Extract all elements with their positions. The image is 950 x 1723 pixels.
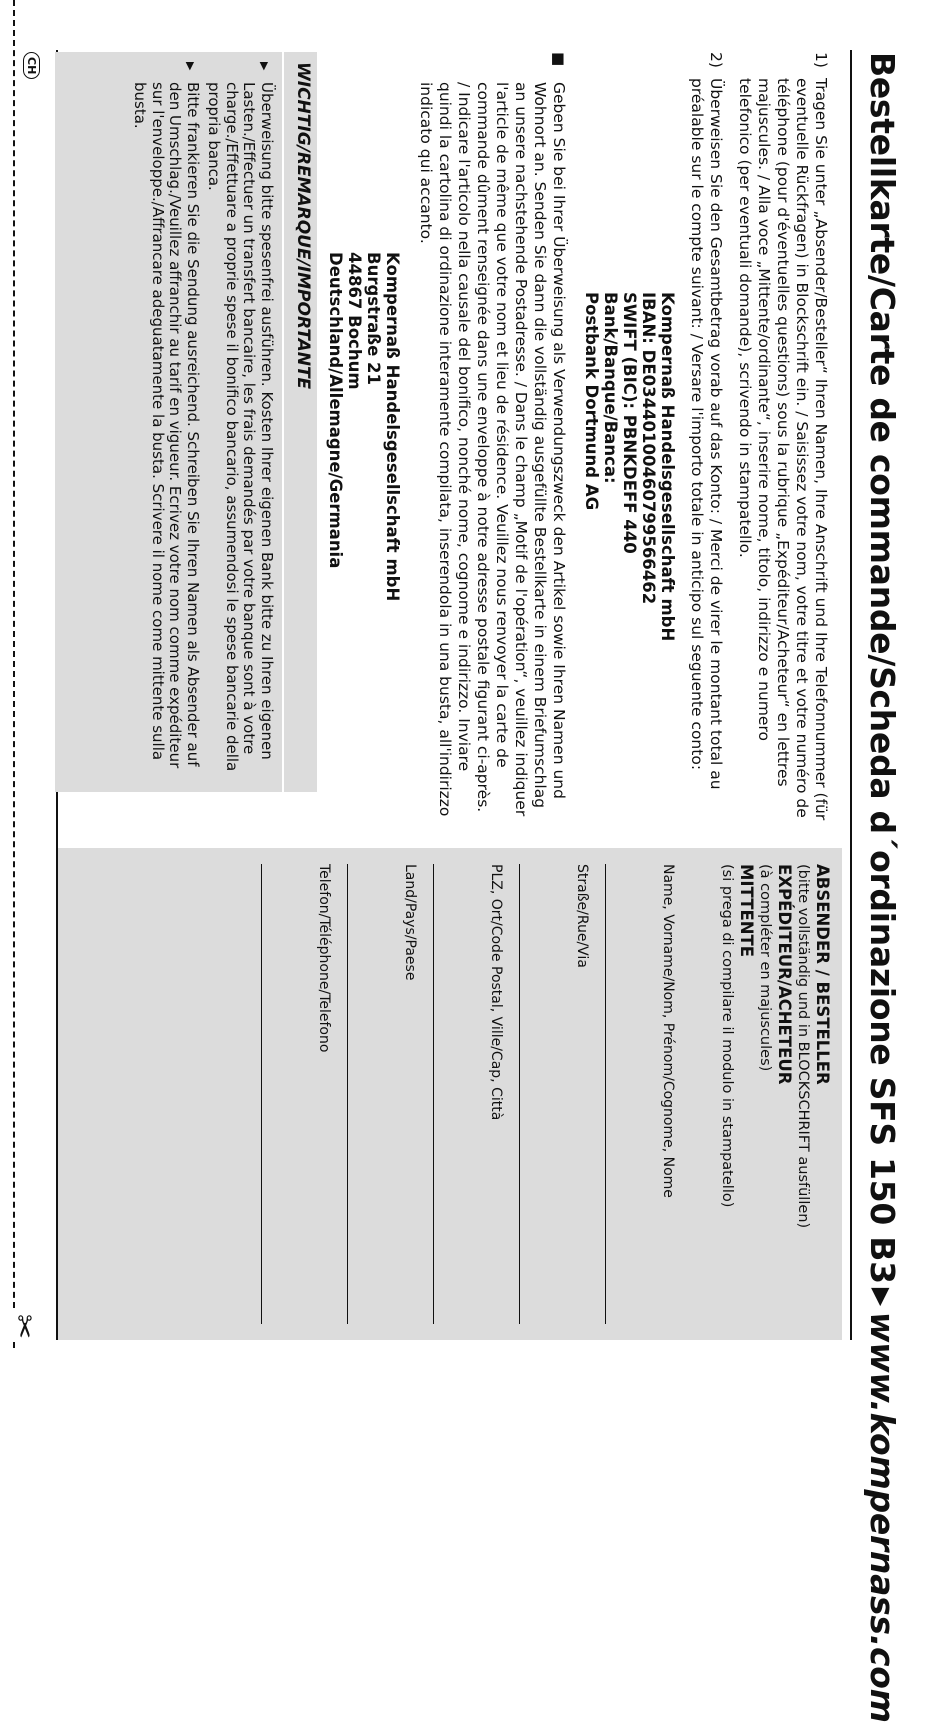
- country-field-line[interactable]: [347, 864, 348, 1324]
- important-box: [55, 52, 317, 792]
- important-item-1-text: Überweisung bitte spesenfrei ausführen. Kosten Ihrer eigenen Bank bitte zu Ihren eigenen Lasten./Effectuer un transfert bancaire, les frais demandés par votre banque sont à votre charge./Effettuare a proprie spese il bonifico bancario, assumendosi le spese bancarie della propria banca.: [205, 82, 276, 772]
- sender-form: [58, 848, 842, 1340]
- triangle-bullet-icon: ▶: [184, 62, 197, 71]
- country-field-label: Land/Pays/Paese: [402, 864, 418, 981]
- instruction-3-text: Geben Sie bei Ihrer Überweisung als Verwendungszweck den Artikel sowie Ihren Namen und Wohnort an. Senden Sie dann die vollständig ausgefüllte Bestellkarte in einem Briefumschlag an unsere nachstehende Postadresse. / Dans le champ „Motif de l'opération“, veuillez indiquer l'article de même que votre nom et lieu de résidence. Veuillez nous renvoyer la carte de commande dûment renseignée dans une enveloppe à notre adresse postale figurant ci-après. / Indicare l'articolo nella causale del bonifico, nonché nome, cognome e indirizzo. Inviare quindi la cartolina di ordinazione interamente compilata, inserendola in una busta, all'indirizzo indicato qui accanto.: [417, 82, 568, 817]
- square-bullet-icon: ■: [550, 52, 568, 67]
- bank-company: Kompernaß Handelsgesellschaft mbH: [658, 292, 677, 642]
- name-field-label: Name, Vorname/Nom, Prénom/Cognome, Nome: [660, 864, 676, 1198]
- triangle-bullet-icon: ▶: [258, 62, 271, 71]
- instruction-2-number: 2): [707, 52, 725, 68]
- city-field-line[interactable]: [433, 864, 434, 1324]
- street-field-label: Straße/Rue/Via: [574, 864, 590, 968]
- scissors-icon: ✂: [6, 1314, 41, 1340]
- important-heading: WICHTIG/REMARQUE/IMPORTANTE: [293, 62, 313, 390]
- address-street: Burgstraße 21: [364, 252, 383, 386]
- bank-name: Postbank Dortmund AG: [582, 292, 601, 511]
- important-list: [127, 62, 275, 787]
- instruction-3: [416, 52, 568, 822]
- instructions: [326, 52, 830, 822]
- form-subheading-fr: (à compléter en majuscules): [757, 864, 773, 1072]
- address-country: Deutschland/Allemagne/Germania: [326, 252, 345, 569]
- form-heading-fr: EXPÉDITEUR/ACHETEUR: [775, 864, 794, 1085]
- form-subheading-de: (bitte vollständig und in BLOCKSCHRIFT ausfüllen): [795, 864, 811, 1229]
- form-heading-it: MITTENTE: [737, 864, 756, 958]
- cut-line: [13, 0, 15, 1348]
- form-subheading-it: (si prega di compilare il modulo in stampatello): [719, 864, 735, 1208]
- instruction-1-number: 1): [812, 52, 830, 68]
- instruction-1: [735, 52, 830, 822]
- form-header: [718, 864, 832, 1228]
- instruction-2-text: Überweisen Sie den Gesamtbetrag vorab auf das Konto: / Merci de virer le montant total au préalable sur le compte suivant: / Versare l'importo totale in anticipo sul seguente conto:: [688, 78, 725, 790]
- country-badge: CH: [23, 52, 40, 79]
- important-item-1: [205, 62, 275, 787]
- website-url: www.kompernass.com: [863, 1311, 902, 1723]
- bank-label: Bank/Banque/Banca:: [601, 292, 620, 484]
- postal-address: [326, 252, 402, 822]
- instruction-1-text: Tragen Sie unter „Absender/Besteller“ Ihren Namen, Ihre Anschrift und Ihre Telefonnummer (für eventuelle Rückfragen) in Blockschrift ein. / Saisissez votre nom, votre titre et votre numéro de téléphone (pour d'éventuelles questions) sous la rubrique „Expéditeur/Acheteur“ en lettres majuscules. / Alla voce „Mittente/ordinante“, inserire nome, titolo, indirizzo e numero telefonico (per eventuali domande), scrivendo in stampatello.: [736, 78, 830, 821]
- bank-details: [582, 292, 677, 822]
- divider-top: [850, 50, 852, 1340]
- city-field-label: PLZ, Ort/Code Postal, Ville/Cap, Città: [488, 864, 504, 1121]
- form-heading-de: ABSENDER / BESTELLER: [813, 864, 832, 1085]
- important-item-2-text: Bitte frankieren Sie die Sendung ausreichend. Schreiben Sie Ihren Namen als Absender auf den Umschlag./Veuillez affranchir au tarif en vigueur. Ecrivez votre nom comme expéditeur sur l'enveloppe./Affrancare adeguatamente la busta. Scrivere il nome come mittente sulla busta.: [131, 82, 202, 769]
- phone-field-label: Telefon/Téléphone/Telefono: [316, 864, 332, 1053]
- arrow-right-icon: ▶: [868, 1287, 896, 1306]
- page-title: [863, 52, 902, 1723]
- name-field-line[interactable]: [605, 864, 606, 1324]
- phone-field-line[interactable]: [261, 864, 262, 1324]
- important-item-2: [131, 62, 201, 787]
- instruction-2: [687, 52, 725, 822]
- bank-iban: IBAN: DE03440100460799566462: [639, 292, 658, 605]
- address-company: Kompernaß Handelsgesellschaft mbH: [383, 252, 402, 602]
- address-city: 44867 Bochum: [345, 252, 364, 390]
- street-field-line[interactable]: [519, 864, 520, 1324]
- title-text: Bestellkarte/Carte de commande/Scheda d´ordinazione SFS 150 B3: [863, 52, 902, 1284]
- important-divider: [282, 52, 284, 792]
- bank-swift: SWIFT (BIC): PBNKDEFF 440: [620, 292, 639, 554]
